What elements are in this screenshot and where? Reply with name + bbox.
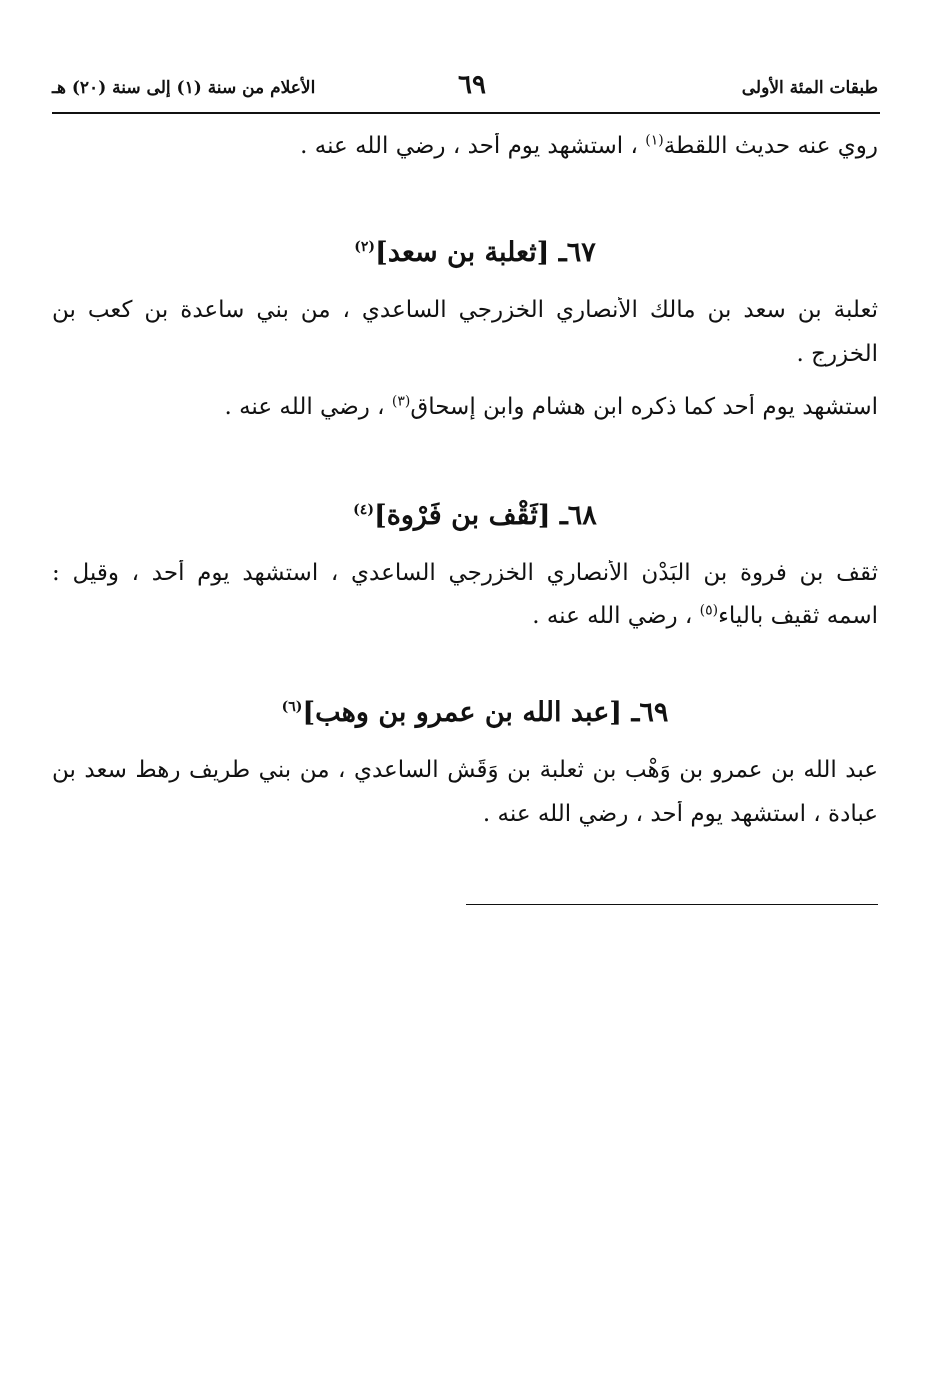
header-divider: [52, 112, 880, 114]
entry-68-line-2-text: اسمه ثقيف بالياء: [718, 603, 878, 629]
entry-68-line-1: ثقف بن فروة بن البَدْن الأنصاري الخزرجي الساعدي ، استشهد يوم أحد ، وقيل :: [52, 560, 878, 586]
entry-68-line-2: [52, 603, 878, 631]
footnote-ref-6: (٦): [281, 699, 303, 715]
book-title: طبقات المئة الأولى: [741, 78, 878, 98]
footnote-ref-2: (٢): [354, 239, 376, 255]
footnote-divider: [466, 904, 878, 905]
footnote-ref-1: (١): [645, 133, 664, 149]
continuation-line: [52, 133, 878, 161]
heading-text: ٦٩ـ [عبد الله بن عمرو بن وهب]: [302, 697, 669, 728]
entry-69-line-2: عبادة ، استشهد يوم أحد ، رضي الله عنه .: [482, 801, 878, 827]
entry-heading-68: [52, 500, 898, 531]
footnote-ref-4: (٤): [353, 502, 374, 518]
entry-heading-69: [52, 697, 898, 728]
footnote-ref-3: (٣): [391, 394, 411, 410]
heading-text: ٦٨ـ [ثَقْف بن فَرْوة]: [373, 500, 597, 531]
footnote-ref-5: (٥): [699, 603, 719, 619]
page-header: [52, 72, 878, 112]
continuation-text-2: ، استشهد يوم أحد ، رضي الله عنه .: [300, 133, 646, 159]
entry-68-line-2-end: ، رضي الله عنه .: [532, 603, 700, 629]
entry-67-extra-1: استشهد يوم أحد كما ذكره ابن هشام وابن إسحاق: [410, 394, 878, 420]
heading-text: ٦٧ـ [ثعلبة بن سعد]: [375, 237, 596, 268]
entry-67-extra-2: ، رضي الله عنه .: [224, 394, 392, 420]
continuation-text-1: روي عنه حديث اللقطة: [663, 133, 878, 159]
entry-67-line-3: [52, 394, 878, 422]
section-range: الأعلام من سنة (١) إلى سنة (٢٠) هـ: [52, 78, 316, 98]
entry-67-line-1: ثعلبة بن سعد بن مالك الأنصاري الخزرجي الساعدي ، من بني ساعدة بن كعب بن: [52, 297, 878, 323]
entry-67-line-2: الخزرج .: [796, 341, 878, 367]
page-number: ٦٩: [458, 70, 486, 100]
entry-69-line-1: عبد الله بن عمرو بن وَهْب بن ثعلبة بن وَقَش الساعدي ، من بني طريف رهط سعد بن: [52, 757, 878, 783]
entry-heading-67: [52, 237, 898, 268]
